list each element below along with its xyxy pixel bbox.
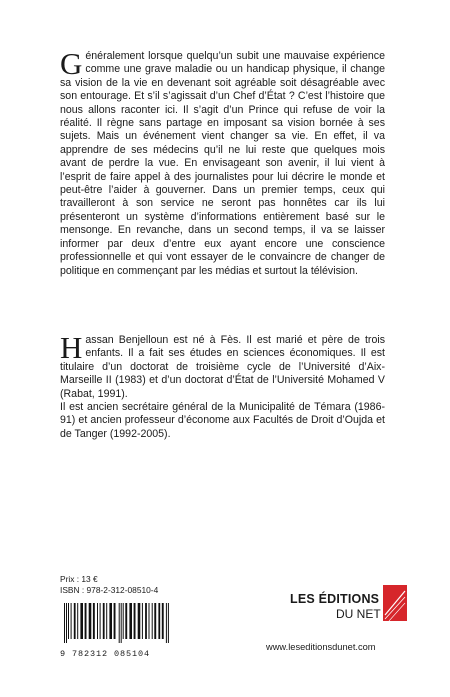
publisher-name-line2: DU NET (336, 607, 381, 621)
barcode-digits: 9 782312 085104 (60, 649, 151, 659)
isbn-label: ISBN : 978-2-312-08510-4 (60, 585, 159, 595)
publisher-website: www.leseditionsdunet.com (266, 642, 376, 652)
author-biography (60, 330, 385, 441)
bio-text-1: assan Benjelloun est né à Fès. Il est marié et père de trois enfants. Il a fait ses études en sciences économiques. Il est titulaire d’un doctorat de troisième cycle de l’Université d’Aix-Marseille II (1983) et d’un doctorat d’État de l’Université Mohamed V (Rabat, 1991). (60, 334, 385, 400)
publisher-logo-mark-icon (383, 585, 407, 621)
barcode-bars (60, 603, 210, 643)
bio-paragraph-2: Il est ancien secrétaire général de la Municipalité de Témara (1986-91) et ancien professeur d’économe aux Facultés de Droit d’Oujda et de Tanger (1992-2005). (60, 401, 385, 440)
publisher-name-line1: LES ÉDITIONS (290, 592, 380, 606)
price-isbn-block (60, 574, 158, 596)
synopsis-drop-cap: G (60, 46, 83, 81)
bio-paragraph-1 (60, 330, 385, 401)
bio-drop-cap: H (60, 330, 83, 365)
synopsis-paragraph (60, 46, 385, 278)
barcode (60, 603, 210, 659)
price-label: Prix : 13 € (60, 574, 98, 584)
publisher-logo (290, 581, 410, 626)
synopsis-text: énéralement lorsque quelqu’un subit une mauvaise expérience comme une grave maladie ou un handicap physique, il change sa vision de la vie en devenant soit agréable soit désagréable avec son entourage. Et s’il s’agissait d’un Chef d’État ? C’est l’histoire que nous allons raconter ici. Il s’agit d’un Prince qui refuse de voir la réalité. Il règne sans partage en imposant sa vision bornée à ses sujets. Mais un événement vient changer sa vie. En effet, il va apprendre de ses médecins qu’il ne lui reste que quelques mois avant de perdre la vue. En envisageant son avenir, il lui vient à l’esprit de faire appel à des journalistes pour lui décrire le monde et peut-être l’aider à gouverner. Dans un premier temps, ceux qui travailleront à son service ne seront pas honnêtes car ils lui présenteront un système d’informations entièrement basé sur le mensonge. En revanche, dans un second temps, il va se laisser informer par deux d’entre eux ayant encore une conscience professionnelle et qui vont essayer de le convaincre de changer de politique en commençant par les médias et surtout la télévision. (60, 50, 385, 277)
